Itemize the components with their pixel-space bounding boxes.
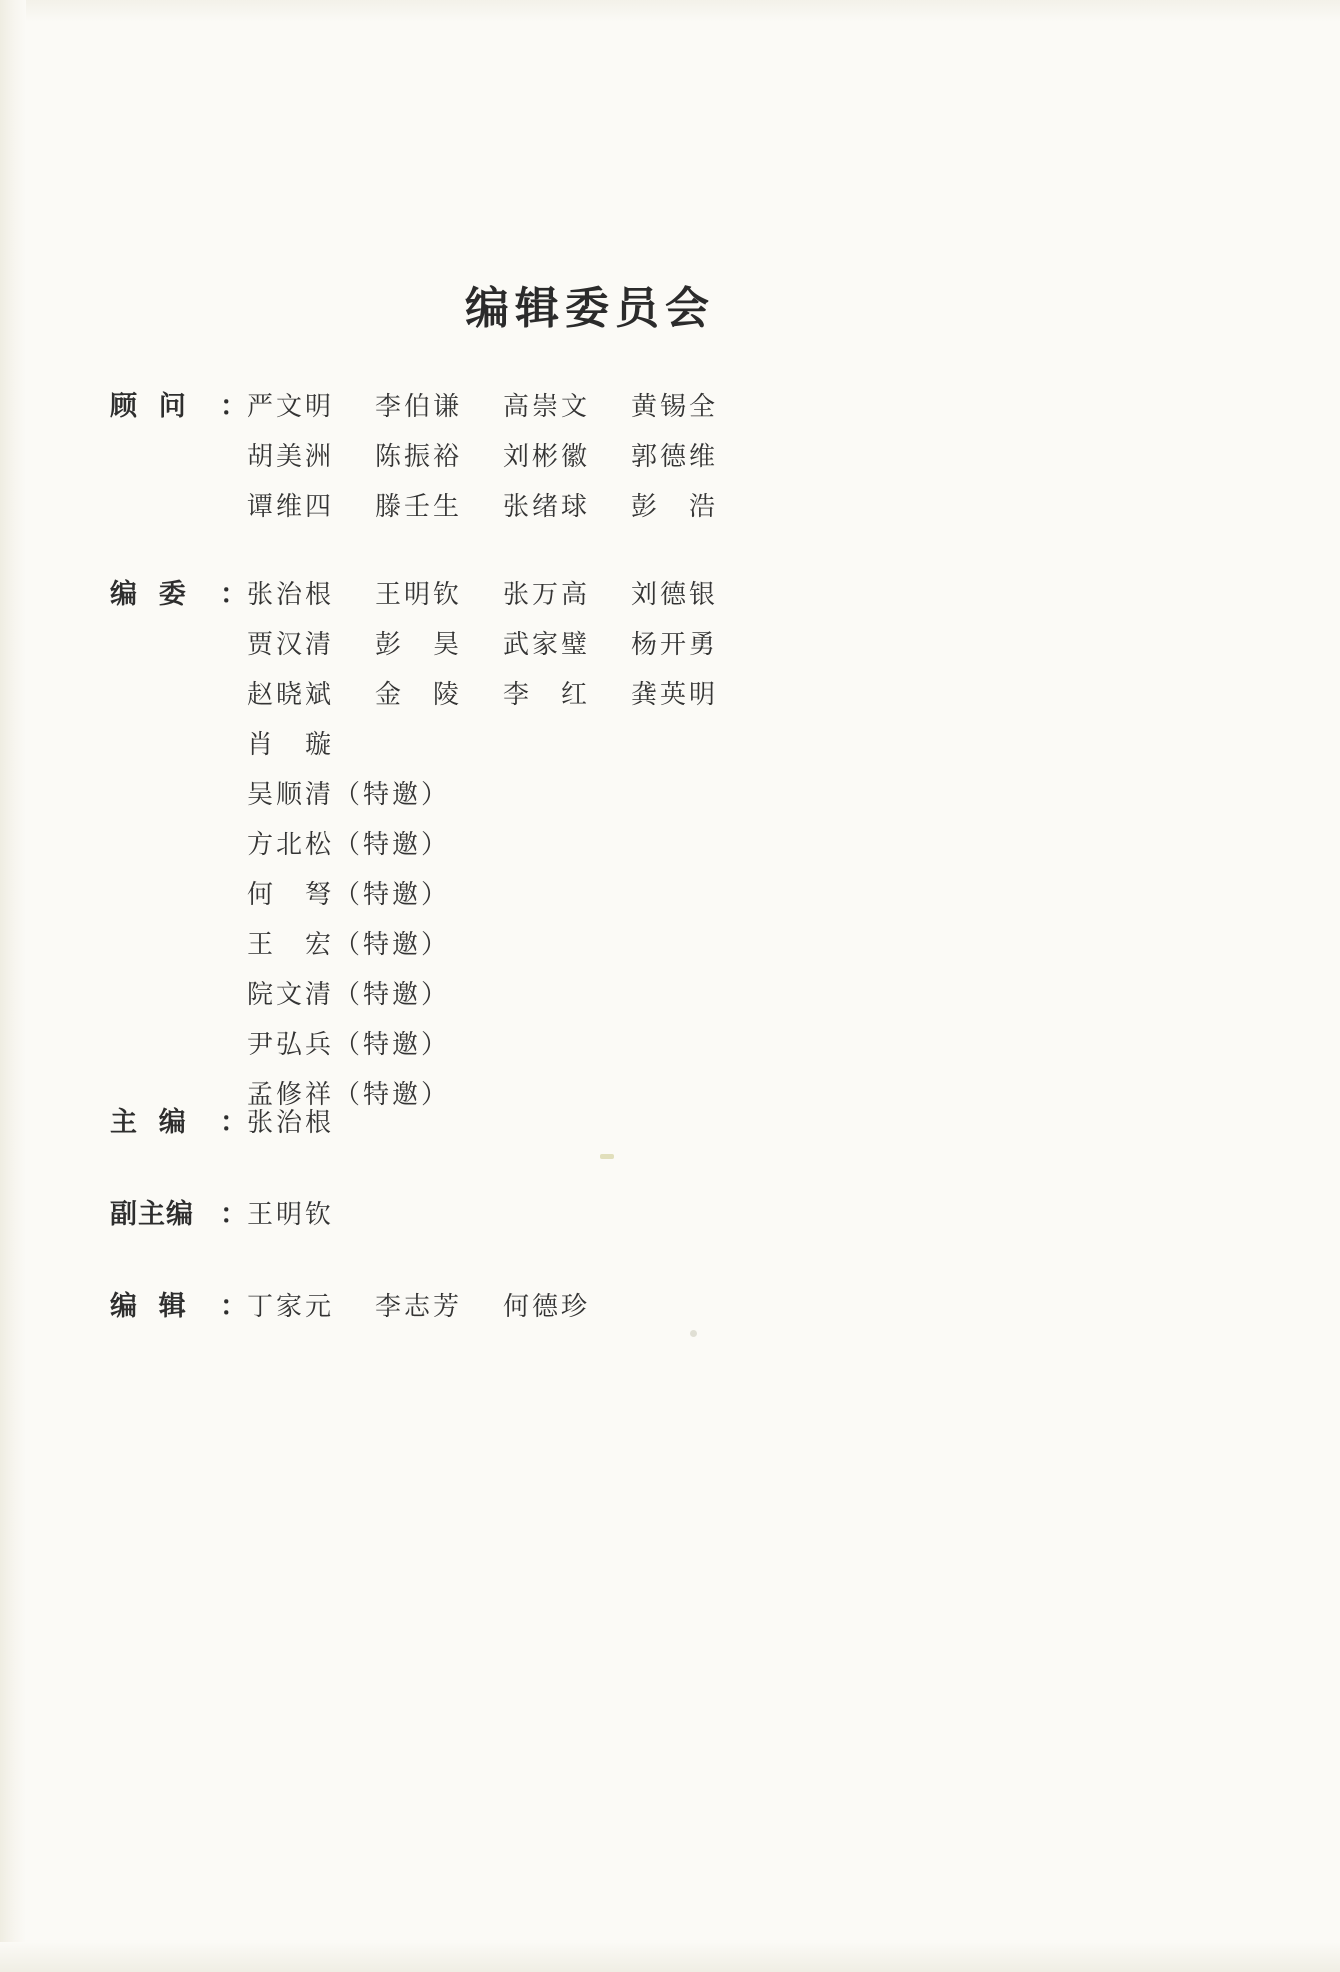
person-name-invited: 方北松（特邀） [247,830,451,860]
section-label: 主 编 [110,1107,187,1138]
name-line [247,1098,1210,1148]
person-name: 严文明 [247,392,335,422]
person-name-invited: 孟修祥（特邀） [247,1080,451,1110]
person-name: 胡美洲 [247,442,335,472]
section-names [247,1282,1210,1332]
section-editors [110,1282,1210,1340]
section-row [110,570,1210,1120]
section-row [110,1190,1210,1240]
person-name: 张治根 [247,1108,335,1138]
section-label: 副主编 [110,1199,194,1230]
person-name: 黄锡全 [631,392,719,422]
person-name: 李志芳 [375,1292,463,1322]
section-names [247,382,1210,532]
person-name: 高崇文 [503,392,591,422]
person-name-invited: 院文清（特邀） [247,980,451,1010]
person-name: 杨开勇 [631,630,719,660]
section-row [110,1098,1210,1148]
section-colon: ： [220,579,247,610]
section-row [110,382,1210,532]
section-label: 编 辑 [110,1291,187,1322]
person-name: 王明钦 [247,1200,335,1230]
paper-blemish-icon [600,1154,614,1159]
person-name: 李伯谦 [375,392,463,422]
person-name-invited: 何 弩（特邀） [247,880,451,910]
person-name: 彭 浩 [631,492,719,522]
name-line [247,432,1210,482]
person-name: 金 陵 [375,680,463,710]
section-names [247,1098,1210,1148]
person-name: 赵晓斌 [247,680,335,710]
person-name-invited: 王 宏（特邀） [247,930,451,960]
person-name-invited: 尹弘兵（特邀） [247,1030,451,1060]
person-name: 李 红 [503,680,591,710]
section-row [110,1282,1210,1332]
name-line [247,1282,1210,1332]
name-line [247,382,1210,432]
name-line [247,620,1210,670]
section-colon: ： [220,1199,247,1230]
name-line [247,482,1210,532]
person-name: 丁家元 [247,1292,335,1322]
person-name: 刘彬徽 [503,442,591,472]
person-name: 刘德银 [631,580,719,610]
section-deputy-chief-editor [110,1190,1210,1248]
section-colon: ： [220,1291,247,1322]
name-line [247,1190,1210,1240]
section-chief-editor [110,1098,1210,1156]
section-advisors [110,382,1210,540]
person-name: 郭德维 [631,442,719,472]
section-label: 顾 问 [110,391,187,422]
section-label: 编 委 [110,579,187,610]
person-name: 何德珍 [503,1292,591,1322]
section-names [247,570,1210,1120]
section-colon: ： [220,1107,247,1138]
person-name: 张万高 [503,580,591,610]
person-name: 滕壬生 [375,492,463,522]
person-name: 武家璧 [503,630,591,660]
person-name-invited: 吴顺清（特邀） [247,780,451,810]
name-line [247,670,1210,720]
paper-blemish-icon [690,1330,697,1337]
section-colon: ： [220,391,247,422]
person-name: 谭维四 [247,492,335,522]
person-name: 肖 璇 [247,730,335,760]
name-line [247,570,1210,620]
person-name: 陈振裕 [375,442,463,472]
section-editorial-board [110,570,1210,1128]
person-name: 龚英明 [631,680,719,710]
section-names [247,1190,1210,1240]
person-name: 彭 昊 [375,630,463,660]
name-line [247,720,1210,770]
person-name: 王明钦 [375,580,463,610]
person-name: 张绪球 [503,492,591,522]
person-name: 贾汉清 [247,630,335,660]
page-title: 编辑委员会 [465,283,715,334]
person-name: 张治根 [247,580,335,610]
